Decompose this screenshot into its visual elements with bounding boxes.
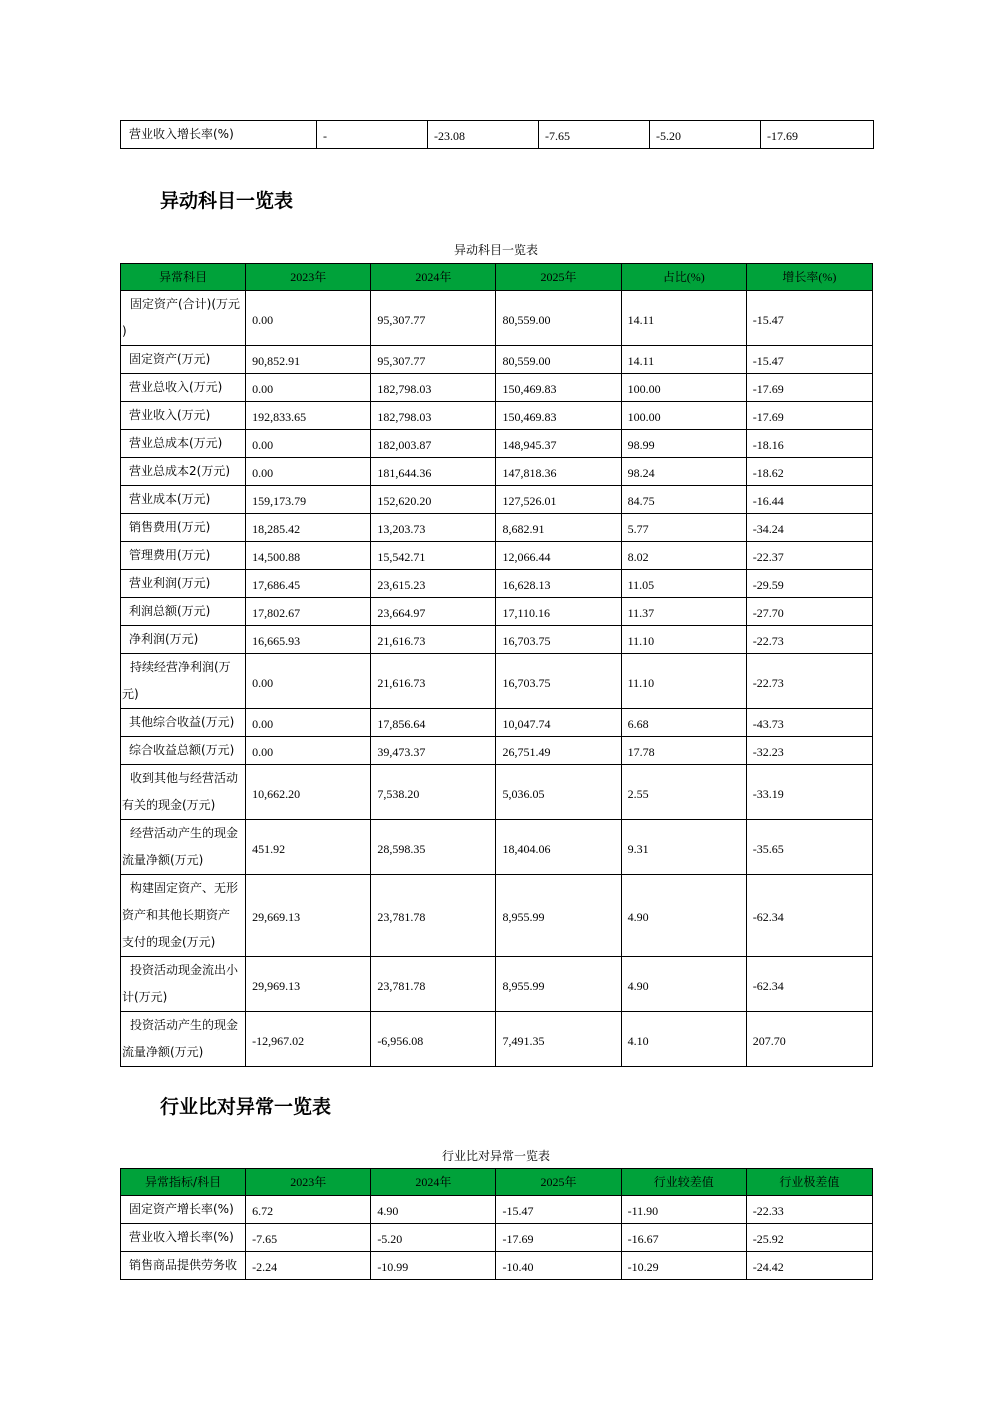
cell: 127,526.01 [496,486,621,514]
cell: -6,956.08 [371,1012,496,1067]
table-row [121,291,873,346]
cell: - [317,121,428,149]
row-label [121,765,246,820]
cell: -17.69 [761,121,874,149]
header-cell: 占比(%) [621,264,746,291]
row-label-line: 销售商品提供劳务收 [129,1258,238,1272]
table-caption-industry-comparison: 行业比对异常一览表 [441,1149,550,1163]
cell: 147,818.36 [496,458,621,486]
row-label-line: 营业总收入(万元) [129,380,223,394]
section-title-industry-comparison: 行业比对异常一览表 [160,1096,332,1118]
table-row [121,486,873,514]
table-row [121,626,873,654]
cell: -22.33 [746,1196,872,1224]
cell: -17.69 [496,1224,621,1252]
cell: -17.69 [746,402,872,430]
cell: -25.92 [746,1224,872,1252]
cell: -10.99 [371,1252,496,1280]
row-label-line: 收到其他与经营活动 [130,771,239,785]
cell: -15.47 [746,346,872,374]
row-label-line: 支付的现金(万元) [122,935,216,949]
row-label-line: 有关的现金(万元) [122,798,216,812]
cell: 98.99 [621,430,746,458]
row-label [121,1252,246,1280]
cell: 23,781.78 [371,957,496,1012]
row-label [121,514,246,542]
cell: 207.70 [746,1012,872,1067]
row-label-line: 营业利润(万元) [129,576,211,590]
cell: 80,559.00 [496,346,621,374]
cell: 17.78 [621,737,746,765]
cell: -62.34 [746,957,872,1012]
table-row [121,1224,873,1252]
cell: -34.24 [746,514,872,542]
cell: 182,798.03 [371,402,496,430]
cell: 17,110.16 [496,598,621,626]
cell: 152,620.20 [371,486,496,514]
row-label [121,402,246,430]
cell: 10,047.74 [496,709,621,737]
cell: 16,703.75 [496,626,621,654]
cell: 90,852.91 [246,346,371,374]
row-label-line: 营业收入(万元) [129,408,211,422]
cell: -18.16 [746,430,872,458]
cell: 0.00 [246,709,371,737]
cell: 21,616.73 [371,654,496,709]
table-row [121,542,873,570]
row-label-line: 经营活动产生的现金 [130,826,239,840]
cell: -11.90 [621,1196,746,1224]
cell: 100.00 [621,402,746,430]
row-label [121,654,246,709]
cell: -32.23 [746,737,872,765]
cell: 18,285.42 [246,514,371,542]
cell: 39,473.37 [371,737,496,765]
header-cell: 2025年 [496,264,621,291]
table-row [121,1252,873,1280]
cell: 23,615.23 [371,570,496,598]
industry-comparison-table [120,1168,873,1280]
cell: 0.00 [246,458,371,486]
header-cell: 2023年 [246,264,371,291]
row-label: 营业收入增长率(%) [121,121,317,149]
row-label-line: 固定资产(合计)(万元 [130,297,241,311]
cell: 16,665.93 [246,626,371,654]
section-title-abnormal-items: 异动科目一览表 [160,190,294,212]
cell: 182,798.03 [371,374,496,402]
header-cell: 2023年 [246,1169,371,1196]
header-cell: 行业较差值 [621,1169,746,1196]
cell: 14.11 [621,346,746,374]
row-label [121,458,246,486]
row-label [121,291,246,346]
cell: 8,955.99 [496,957,621,1012]
table-row [121,346,873,374]
cell: -22.73 [746,626,872,654]
cell: 11.37 [621,598,746,626]
cell: 18,404.06 [496,820,621,875]
cell: 4.10 [621,1012,746,1067]
cell: 9.31 [621,820,746,875]
cell: -24.42 [746,1252,872,1280]
table-row [121,1012,873,1067]
cell: -27.70 [746,598,872,626]
header-cell: 异常指标/科目 [121,1169,246,1196]
cell: -18.62 [746,458,872,486]
row-label-line: 营业总成本(万元) [129,436,223,450]
cell: 21,616.73 [371,626,496,654]
cell: -15.47 [746,291,872,346]
cell: 0.00 [246,654,371,709]
cell: 192,833.65 [246,402,371,430]
cell: -29.59 [746,570,872,598]
cell: 4.90 [371,1196,496,1224]
row-label-line: 管理费用(万元) [129,548,211,562]
cell: -22.73 [746,654,872,709]
cell: -33.19 [746,765,872,820]
row-label-line: 综合收益总额(万元) [129,743,235,757]
cell: 7,538.20 [371,765,496,820]
table-row [121,709,873,737]
cell: 84.75 [621,486,746,514]
table-header-row [121,1169,873,1196]
cell: 0.00 [246,291,371,346]
cell: 23,781.78 [371,875,496,957]
header-cell: 2024年 [371,264,496,291]
row-label [121,598,246,626]
table-row [121,458,873,486]
cell: 10,662.20 [246,765,371,820]
cell: 8,955.99 [496,875,621,957]
cell: 6.72 [246,1196,371,1224]
cell: 6.68 [621,709,746,737]
cell: -2.24 [246,1252,371,1280]
table-row [121,1196,873,1224]
cell: 14.11 [621,291,746,346]
cell: 17,686.45 [246,570,371,598]
cell: 17,856.64 [371,709,496,737]
row-label [121,875,246,957]
table-row [121,514,873,542]
cell: 150,469.83 [496,402,621,430]
header-cell: 2024年 [371,1169,496,1196]
row-label [121,486,246,514]
row-label-line: 固定资产增长率(%) [129,1202,234,1216]
cell: -62.34 [746,875,872,957]
cell: -7.65 [246,1224,371,1252]
cell: -7.65 [539,121,650,149]
cell: 15,542.71 [371,542,496,570]
cell: -15.47 [496,1196,621,1224]
cell: 182,003.87 [371,430,496,458]
cell: 159,173.79 [246,486,371,514]
cell: 0.00 [246,430,371,458]
row-label [121,820,246,875]
cell: 11.10 [621,626,746,654]
row-label [121,957,246,1012]
cell: 11.05 [621,570,746,598]
cell: 17,802.67 [246,598,371,626]
row-label-line: 持续经营净利润(万 [130,660,231,674]
cell: -22.37 [746,542,872,570]
table-row [121,374,873,402]
row-label-line: 计(万元) [122,990,168,1004]
cell: 12,066.44 [496,542,621,570]
cell: -35.65 [746,820,872,875]
cell: 95,307.77 [371,291,496,346]
cell: 13,203.73 [371,514,496,542]
header-cell: 异常科目 [121,264,246,291]
abnormal-items-table [120,263,873,1067]
row-label-line: 构建固定资产、无形 [130,881,239,895]
cell: -16.67 [621,1224,746,1252]
cell: -17.69 [746,374,872,402]
cell: 14,500.88 [246,542,371,570]
header-cell: 2025年 [496,1169,621,1196]
cell: 100.00 [621,374,746,402]
cell: -10.29 [621,1252,746,1280]
cell: -12,967.02 [246,1012,371,1067]
cell: 0.00 [246,374,371,402]
table-row [121,820,873,875]
table-caption-abnormal-items: 异动科目一览表 [453,243,538,257]
cell: 26,751.49 [496,737,621,765]
row-label-line: 流量净额(万元) [122,853,204,867]
table-row [121,121,874,149]
row-label [121,570,246,598]
table-row [121,402,873,430]
row-label [121,1224,246,1252]
cell: 8.02 [621,542,746,570]
cell: 451.92 [246,820,371,875]
row-label-line: 投资活动产生的现金 [130,1018,239,1032]
cell: 98.24 [621,458,746,486]
header-cell: 增长率(%) [746,264,872,291]
row-label-line: 元) [122,687,139,701]
row-label-line: 流量净额(万元) [122,1045,204,1059]
cell: -5.20 [650,121,761,149]
row-label [121,346,246,374]
table-row [121,737,873,765]
cell: 7,491.35 [496,1012,621,1067]
table-row [121,765,873,820]
row-label-line: 投资活动现金流出小 [130,963,239,977]
table-row [121,570,873,598]
row-label-line: 营业成本(万元) [129,492,211,506]
cell: 8,682.91 [496,514,621,542]
cell: 148,945.37 [496,430,621,458]
row-label [121,1012,246,1067]
row-label-line: 利润总额(万元) [129,604,211,618]
table-row [121,430,873,458]
cell: -23.08 [428,121,539,149]
cell: 95,307.77 [371,346,496,374]
row-label-line: 营业总成本2(万元) [129,464,230,478]
cell: -5.20 [371,1224,496,1252]
row-label [121,374,246,402]
cell: 29,969.13 [246,957,371,1012]
row-label [121,542,246,570]
cell: 11.10 [621,654,746,709]
cell: 16,703.75 [496,654,621,709]
cell: 5,036.05 [496,765,621,820]
header-cell: 行业极差值 [746,1169,872,1196]
row-label [121,1196,246,1224]
cell: 4.90 [621,875,746,957]
cell: 150,469.83 [496,374,621,402]
row-label-line: 净利润(万元) [129,632,199,646]
row-label [121,737,246,765]
table-row [121,875,873,957]
cell: 181,644.36 [371,458,496,486]
row-label [121,430,246,458]
table-row [121,654,873,709]
cell: 2.55 [621,765,746,820]
row-label-line: 固定资产(万元) [129,352,211,366]
cell: -43.73 [746,709,872,737]
row-label-line: ) [122,324,127,338]
cell: 16,628.13 [496,570,621,598]
table-row [121,957,873,1012]
row-label-line: 其他综合收益(万元) [129,715,235,729]
cell: 5.77 [621,514,746,542]
cell: -10.40 [496,1252,621,1280]
row-label-line: 资产和其他长期资产 [122,908,231,922]
cell: 29,669.13 [246,875,371,957]
cell: 80,559.00 [496,291,621,346]
row-label-line: 销售费用(万元) [129,520,211,534]
cell: -16.44 [746,486,872,514]
row-label [121,626,246,654]
top-growth-table [120,120,874,149]
cell: 23,664.97 [371,598,496,626]
table-row [121,598,873,626]
cell: 28,598.35 [371,820,496,875]
table-header-row [121,264,873,291]
cell: 4.90 [621,957,746,1012]
row-label [121,709,246,737]
row-label-line: 营业收入增长率(%) [129,1230,234,1244]
cell: 0.00 [246,737,371,765]
